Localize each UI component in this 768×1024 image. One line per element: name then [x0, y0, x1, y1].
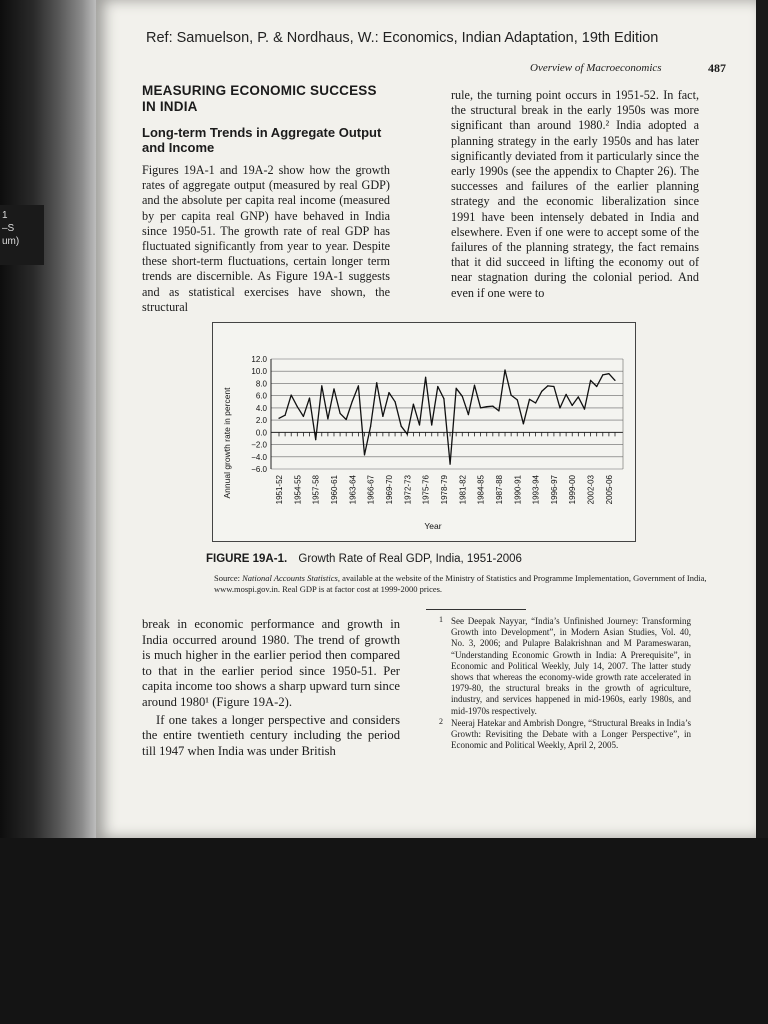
book-spine-shadow: [0, 0, 96, 860]
left-paragraph: Figures 19A-1 and 19A-2 show how the growth rates of aggregate output (measured by real GDP) and the absolute per capita real income (measured by per capita real GNP) have behaved in India since 1950-51. The growth rate of real GDP has fluctuated significantly from year to year. Despite these short-term fluctuations, certain longer term trends are discernible. As Figure 19A-1 suggests and as statistical exercises have shown, the structural: [142, 163, 390, 314]
data-point: [517, 399, 518, 400]
data-point: [419, 424, 420, 425]
y-tick-label: −2.0: [251, 440, 267, 450]
y-axis-label: Annual growth rate in percent: [222, 387, 232, 499]
figure-chart-box: [212, 322, 636, 542]
x-tick-label: 1975-76: [421, 475, 431, 505]
data-point: [309, 398, 310, 399]
data-point: [462, 396, 463, 397]
footnote-2: [439, 718, 691, 752]
source-title: National Accounts Statistics: [242, 573, 338, 583]
x-tick-label: 1966-67: [366, 475, 376, 505]
y-tick-label: −4.0: [251, 452, 267, 462]
y-tick-label: −6.0: [251, 465, 267, 474]
data-point: [370, 426, 371, 427]
y-axis-ticks: [251, 355, 267, 474]
x-tick-label: 1951-52: [275, 475, 284, 505]
x-tick-label: 1957-58: [311, 475, 321, 505]
data-point: [401, 426, 402, 427]
data-point: [346, 419, 347, 420]
data-point: [449, 464, 450, 465]
y-tick-label: 4.0: [255, 403, 267, 413]
y-tick-label: 2.0: [255, 416, 267, 426]
data-point: [590, 380, 591, 381]
data-point: [376, 382, 377, 383]
data-point: [291, 394, 292, 395]
data-point: [456, 388, 457, 389]
y-tick-label: 12.0: [251, 355, 267, 364]
source-text: , available at the website of the Ministry of Statistics and Programme Implementation, Government of India, www.mospi.gov.in. Real GDP is at factor cost at 1999-2000 prices.: [214, 573, 707, 594]
data-point: [486, 406, 487, 407]
x-tick-label: 1996-97: [549, 475, 559, 505]
lower-paragraph-1: break in economic performance and growth in India occurred around 1980. The trend of growth is much higher in the earlier period then compared to that in the earlier period since 1950-51. Per capita income too shows a sharp upward turn since around 1980¹ (Figure 19A-2).: [142, 617, 400, 709]
scan-background: [0, 838, 768, 1024]
data-point: [413, 404, 414, 405]
data-point: [278, 418, 279, 419]
data-point: [285, 415, 286, 416]
data-point: [358, 385, 359, 386]
running-head: Overview of Macroeconomics: [530, 62, 662, 74]
x-tick-label: 1987-88: [494, 475, 504, 505]
y-tick-label: 10.0: [251, 367, 267, 377]
data-point: [504, 369, 505, 370]
y-tick-label: 8.0: [255, 379, 267, 389]
data-point: [498, 410, 499, 411]
footnote-mark: 2: [439, 716, 443, 726]
data-point: [523, 423, 524, 424]
right-paragraph: rule, the turning point occurs in 1951-52. In fact, the structural break in the early 1950s was more significant than around 1980.² India adopted a planning strategy in the early 1950s and has later significantly deviated from it particularly since the early 1990s (see the appendix to Chapter 26). The successes and failures of the earlier planning strategy and the economic liberalization since 1991 have been intensely debated in India and elsewhere. Even if one were to accept some of the failures of the planning strategy, the fact remains that it did succeed in lifting the economy out of near stagnation during the colonial period. And even if one were to: [451, 88, 699, 300]
x-tick-label: 2005-06: [604, 475, 614, 505]
reference-line: Ref: Samuelson, P. & Nordhaus, W.: Economics, Indian Adaptation, 19th Edition: [146, 30, 659, 46]
data-point: [437, 386, 438, 387]
data-point: [529, 399, 530, 400]
data-point: [547, 385, 548, 386]
data-point: [492, 405, 493, 406]
y-tick-label: 6.0: [255, 391, 267, 401]
x-tick-label: 2002-03: [586, 475, 596, 505]
book-page: [96, 0, 756, 838]
gdp-growth-chart: [213, 323, 635, 541]
data-point: [511, 394, 512, 395]
x-tick-label: 1999-00: [568, 475, 578, 505]
data-point: [553, 386, 554, 387]
data-point: [388, 392, 389, 393]
figure-title: Growth Rate of Real GDP, India, 1951-2006: [298, 553, 522, 565]
data-point: [468, 414, 469, 415]
data-point: [431, 424, 432, 425]
data-point: [474, 385, 475, 386]
footnote-1: [439, 616, 691, 717]
y-tick-label: 0.0: [255, 428, 267, 438]
data-point: [321, 385, 322, 386]
data-point: [333, 388, 334, 389]
data-point: [443, 398, 444, 399]
data-point: [559, 407, 560, 408]
lower-left-column: [142, 617, 400, 759]
x-tick-label: 1972-73: [403, 475, 413, 505]
data-point: [315, 439, 316, 440]
data-point: [382, 416, 383, 417]
subsection-heading: Long-term Trends in Aggregate Output and Income: [142, 125, 382, 155]
figure-label: FIGURE 19A-1.: [206, 553, 288, 565]
footnote-rule: [426, 609, 526, 610]
data-point: [608, 373, 609, 374]
data-point: [596, 386, 597, 387]
left-column: [142, 83, 390, 315]
data-point: [339, 413, 340, 414]
data-point: [480, 407, 481, 408]
data-point: [364, 454, 365, 455]
spine-tab-label: 1 –S um): [0, 205, 44, 265]
x-tick-label: 1984-85: [476, 475, 486, 505]
data-point: [584, 409, 585, 410]
data-point: [572, 405, 573, 406]
footnote-text: See Deepak Nayyar, “India’s Unfinished Journey: Transforming Growth into Development”, in Modern Asian Studies, Vol. 40, No. 3, 2006; and Pulapre Balakrishnan and M Parameswaran, “Understanding Economic Growth in India: A Prerequisite”, in Economic and Political Weekly, July 14, 2007. The latter study shows that whereas the economy-wide growth rate accelerated in 1979-80, the structural breaks in the growth of agriculture, industry, and services happened in mid-1960s, early 1980s, and mid-1970s respectively.: [451, 616, 691, 716]
x-axis-label: Year: [424, 521, 442, 531]
data-point: [352, 401, 353, 402]
data-point: [425, 377, 426, 378]
right-column: [451, 88, 699, 301]
data-point: [566, 394, 567, 395]
data-point: [541, 391, 542, 392]
footnote-mark: 1: [439, 615, 443, 624]
data-point: [535, 402, 536, 403]
data-point: [297, 406, 298, 407]
x-tick-label: 1993-94: [531, 475, 541, 505]
lower-paragraph-2: If one takes a longer perspective and considers the entire twentieth century including the period till 1947 when India was under British: [142, 712, 400, 758]
gdp-growth-line: [279, 370, 615, 464]
x-tick-label: 1969-70: [384, 475, 394, 505]
chart-grid: [271, 359, 623, 469]
x-tick-label: 1954-55: [293, 475, 303, 505]
data-point: [327, 418, 328, 419]
page-number: 487: [708, 61, 726, 75]
footnote-text: Neeraj Hatekar and Ambrish Dongre, “Structural Breaks in India’s Growth: Revisiting the Debate with a Longer Perspective”, in Economic and Political Weekly, April 2, 2005.: [451, 717, 691, 751]
source-label: Source:: [214, 573, 240, 583]
data-point: [394, 401, 395, 402]
figure-caption: [206, 553, 766, 565]
data-point: [614, 380, 615, 381]
x-tick-label: 1960-61: [329, 475, 339, 505]
data-point: [602, 374, 603, 375]
x-tick-label: 1978-79: [439, 475, 449, 505]
x-tick-label: 1981-82: [458, 475, 468, 505]
data-point: [303, 416, 304, 417]
x-axis-ticks: [275, 474, 614, 504]
x-tick-label: 1990-91: [513, 475, 523, 505]
x-tick-label: 1963-64: [348, 475, 358, 505]
figure-source: [214, 573, 768, 594]
footnotes: [439, 616, 691, 752]
data-point: [407, 434, 408, 435]
section-heading: MEASURING ECONOMIC SUCCESS IN INDIA: [142, 83, 377, 114]
data-point: [578, 396, 579, 397]
